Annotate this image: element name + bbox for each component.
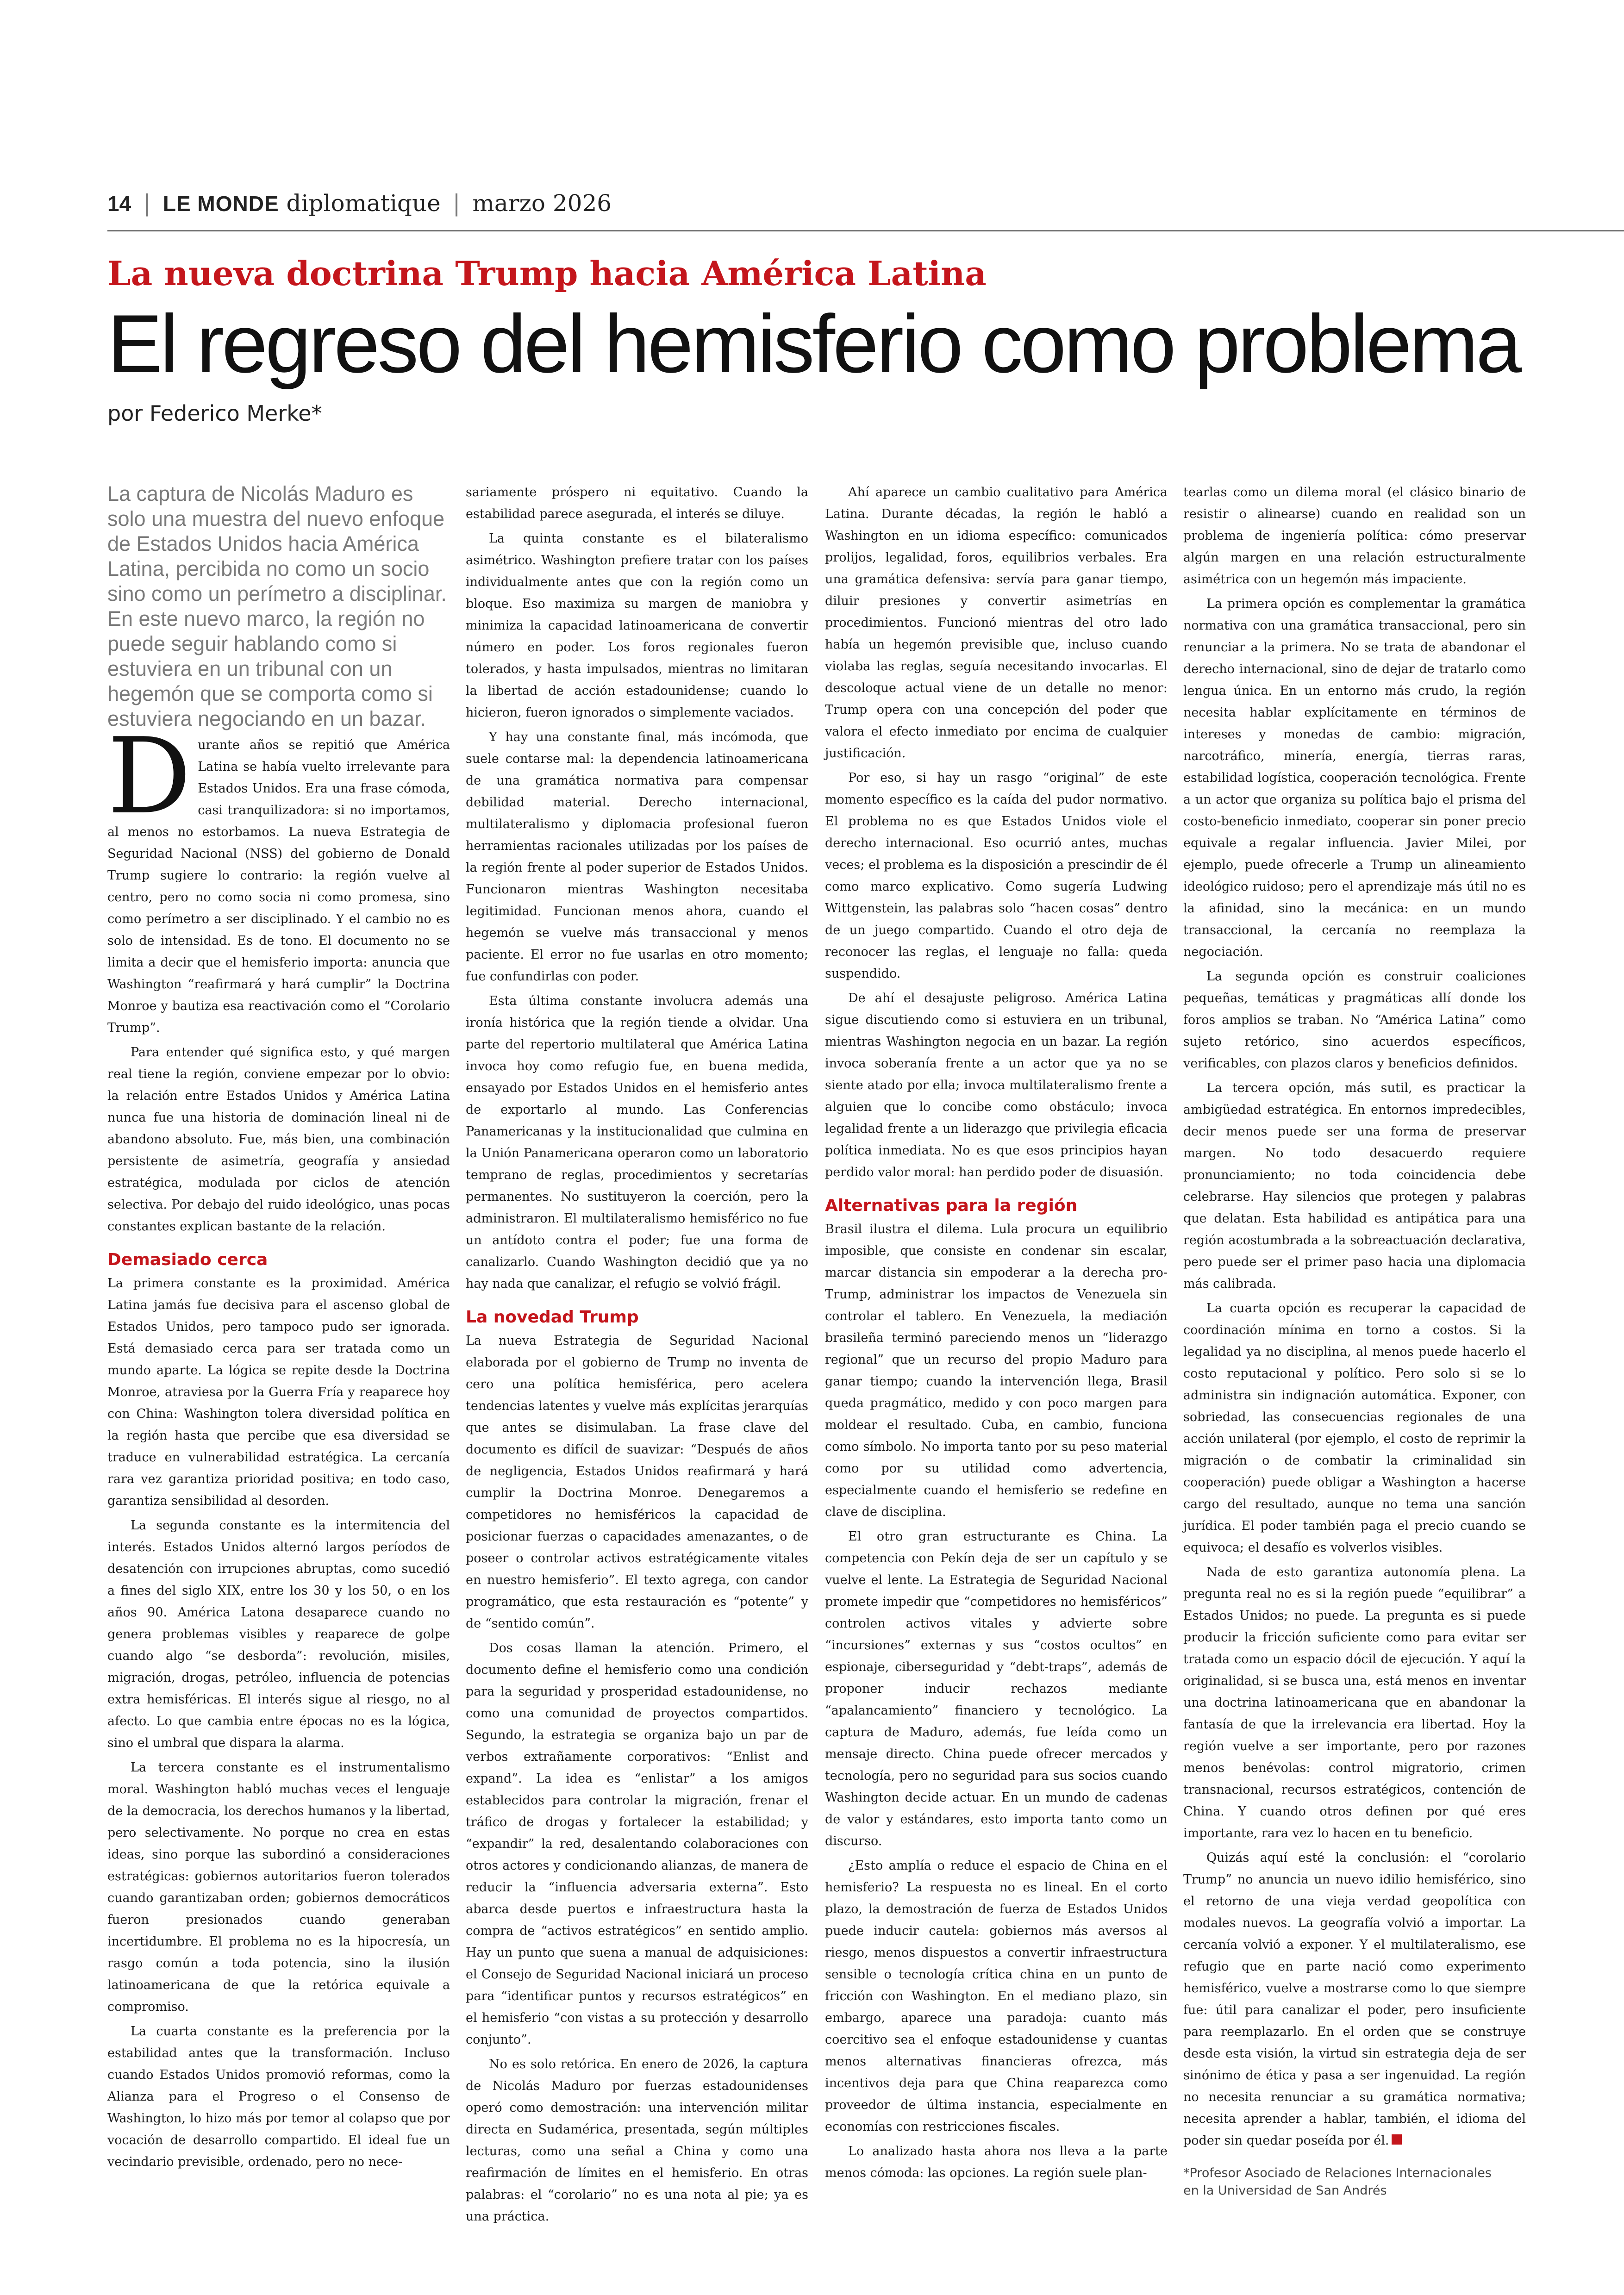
- article-kicker: La nueva doctrina Trump hacia América Latina: [107, 254, 987, 293]
- body-paragraph: La primera opción es complementar la gramática normativa con una gramática transaccional, pero sin renunciar a la primera. No se trata de abandonar el derecho internacional, sino de dejar de tratarlo como lengua única. En un entorno más crudo, la región necesita hablar explícitamente en términos de intereses y monedas de cambio: migración, narcotráfico, minería, energía, tierras raras, estabilidad logística, cooperación tecnológica. Frente a un actor que organiza su política bajo el prisma del costo-beneficio inmediato, cooperar sin poner precio equivale a regalar influencia. Javier Milei, por ejemplo, puede ofrecerle a Trump un alineamiento ideológico ruidoso; pero el aprendizaje más útil no es la afinidad, sino la mecánica: en un mundo transaccional, la cercanía no reemplaza la negociación.: [1183, 597, 1526, 959]
- subhead-la-novedad-trump: La novedad Trump: [466, 1308, 639, 1327]
- body-paragraph: Ahí aparece un cambio cualitativo para América Latina. Durante décadas, la región le habló a Washington en un idioma específico: comunicados prolijos, legalidad, foros, equilibrios verbales. Era una gramática defensiva: servía para ganar tiempo, diluir presiones y convertir asimetrías en procedimientos. Funcionó mientras del otro lado había un hegemón previsible que, incluso cuando violaba las reglas, seguía necesitando invocarlas. El descoloque actual viene de un detalle no menor: Trump opera con una concepción del poder que valora el efecto inmediato por encima de cualquier justificación.: [825, 485, 1168, 761]
- first-paragraph-text: urante años se repitió que América Latina se había vuelto irrelevante para Estados Unidos. Era una frase cómoda, casi tranquilizadora: si no importamos, al menos no estorbamos. La nueva Estrategia de Seguridad Nacional (NSS) del gobierno de Donald Trump sugiere lo contrario: la región vuelve al centro, pero no como socia ni como promesa, sino como perímetro a ser disciplinado. Y el cambio no es solo de intensidad. Es de tono. El documento no se limita a decir que el hemisferio importa: anuncia que Washington “reafirmará y hará cumplir” la Doctrina Monroe y bautiza esa reactivación como el “Corolario Trump”.: [107, 738, 450, 1035]
- article-column-1: [107, 481, 450, 2176]
- body-paragraph: El otro gran estructurante es China. La competencia con Pekín deja de ser un capítulo y se vuelve el lente. La Estrategia de Seguridad Nacional promete impedir que “competidores no hemisféricos” controlen activos vitales y advierte sobre “incursiones” externas y sus “costos ocultos” en espionaje, ciberseguridad y “debt-traps”, además de proponer inducir rechazos mediante “apalancamiento” financiero y tecnológico. La captura de Maduro, además, fue leída como un mensaje directo. China puede ofrecer mercados y tecnología, pero no seguridad para sus socios cuando Washington decide actuar. En un mundo de cadenas de valor y estándares, esto importa tanto como un discurso.: [825, 1529, 1168, 1848]
- issue-date: marzo 2026: [472, 190, 612, 217]
- body-paragraph: La primera constante es la proximidad. América Latina jamás fue decisiva para el ascenso global de Estados Unidos, pero tampoco pudo ser ignorada. Está demasiado cerca para ser tratada como un mundo aparte. La lógica se repite desde la Doctrina Monroe, atraviesa por la Guerra Fría y reaparece hoy con China: Washington tolera diversidad política en la región hasta que percibe que esa diversidad se traduce en vulnerabilidad estratégica. La cercanía rara vez garantiza prioridad positiva; en todo caso, garantiza sensibilidad al desorden.: [107, 1276, 450, 1508]
- body-paragraph: tearlas como un dilema moral (el clásico binario de resistir o alinearse) cuando en realidad son un problema de ingeniería política: cómo preservar algún margen en una relación estructuralmente asimétrica con un hegemón más impaciente.: [1183, 485, 1526, 586]
- body-paragraph: Por eso, si hay un rasgo “original” de este momento específico es la caída del pudor normativo. El problema no es que Estados Unidos viole el derecho internacional. Eso ocurrió antes, muchas veces; el problema es la disposición a prescindir de él como marco explicativo. Como sugería Ludwing Wittgenstein, las palabras solo “hacen cosas” dentro de un juego compartido. Cuando el otro deja de reconocer las reglas, el lenguaje no falla: queda suspendido.: [825, 771, 1168, 981]
- body-paragraph: La tercera opción, más sutil, es practicar la ambigüedad estratégica. En entornos impredecibles, decir menos puede ser una forma de preservar margen. No todo desacuerdo requiere pronunciamiento; no toda coincidencia debe celebrarse. Hay silencios que protegen y palabras que delatan. Esta habilidad es antipática para una región acostumbrada a la sobreactuación declarativa, pero puede ser el primer paso hacia una diplomacia más calibrada.: [1183, 1081, 1526, 1291]
- body-paragraph: Esta última constante involucra además una ironía histórica que la región tiende a olvidar. Una parte del repertorio multilateral que América Latina invoca hoy como refugio fue, en buena medida, ensayado por Estados Unidos en el hemisferio antes de exportarlo al mundo. Las Conferencias Panamericanas y la institucionalidad que culmina en la Unión Panamericana operaron como un laboratorio temprano de reglas, procedimientos y secretarías permanentes. No sustituyeron la coerción, pero la administraron. El multilateralismo hemisférico no fue un antídoto contra el poder; fue una forma de canalizarlo. Cuando Washington decidió que ya no hay nada que canalizar, el refugio se volvió frágil.: [466, 994, 808, 1291]
- body-paragraph: La nueva Estrategia de Seguridad Nacional elaborada por el gobierno de Trump no inventa de cero una política hemisférica, pero acelera tendencias latentes y vuelve más explícitas jerarquías que antes se disimulaban. La frase clave del documento es difícil de suavizar: “Después de años de negligencia, Estados Unidos reafirmará y hará cumplir la Doctrina Monroe. Denegaremos a competidores no hemisféricos la capacidad de posicionar fuerzas o capacidades amenazantes, o de poseer o controlar activos estratégicamente vitales en nuestro hemisferio”. El texto agrega, con candor programático, que esta restauración es “potente” y de “sentido común”.: [466, 1334, 808, 1631]
- article-column-2: [466, 481, 808, 2230]
- body-paragraph: Para entender qué significa esto, y qué margen real tiene la región, conviene empezar por lo obvio: la relación entre Estados Unidos y América Latina nunca fue una historia de dominación lineal ni de abandono absoluto. Fue, más bien, una combinación persistente de asimetría, geografía y ansiedad estratégica, modulada por ciclos de atención selectiva. Por debajo del ruido ideológico, unas pocas constantes explican bastante de la relación.: [107, 1045, 450, 1234]
- publication-suffix: diplomatique: [286, 190, 441, 217]
- body-paragraph: Nada de esto garantiza autonomía plena. La pregunta real no es si la región puede “equilibrar” a Estados Unidos; no puede. La pregunta es si puede producir la fricción suficiente como para evitar ser tratada como un espacio dócil de ejecución. Y aquí la originalidad, si se busca una, está menos en inventar una doctrina latinoamericana que en abandonar la fantasía de que la irrelevancia era libertad. Hoy la región vuelve a ser importante, pero por razones menos benévolas: control migratorio, crimen transnacional, recursos estratégicos, contención de China. Y cuando otros definen por qué eres importante, rara vez lo hacen en tu beneficio.: [1183, 1565, 1526, 1840]
- folio-separator-2: |: [452, 190, 461, 217]
- closing-paragraph-text: Quizás aquí esté la conclusión: el “corolario Trump” no anuncia un nuevo idilio hemisférico, sino el retorno de una vieja verdad geopolítica con modales nuevos. La geografía volvió a importar. La cercanía volvió a exponer. Y el multilateralismo, ese refugio que en parte nació como experimento hemisférico, vuelve a mostrarse como lo que siempre fue: útil para canalizar el poder, pero insuficiente para reemplazarlo. En el orden que se construye desde esta visión, la virtud sin estrategia deja de ser sinónimo de ética y pasa a ser ingenuidad. La región no necesita renunciar a su gramática normativa; necesita aprender a hablar, también, el idioma del poder sin quedar poseída por él.: [1183, 1851, 1526, 2148]
- end-mark-icon: [1392, 2134, 1402, 2145]
- body-paragraph: No es solo retórica. En enero de 2026, la captura de Nicolás Maduro por fuerzas estadounidenses operó como demostración: una intervención militar directa en Sudamérica, presentada, según múltiples lecturas, como una señal a China y como una reafirmación de límites en el hemisferio. En otras palabras: el “corolario” no es una nota al pie; ya es una práctica.: [466, 2057, 808, 2224]
- body-paragraph: La segunda opción es construir coaliciones pequeñas, temáticas y pragmáticas allí donde los foros amplios se traban. No “América Latina” como sujeto retórico, sino acuerdos específicos, verificables, con plazos claros y beneficios definidos.: [1183, 969, 1526, 1071]
- body-paragraph: La quinta constante es el bilateralismo asimétrico. Washington prefiere tratar con los países individualmente antes que con la región como un bloque. Eso maximiza su margen de maniobra y minimiza la capacidad latinoamericana de convertir número en poder. Los foros regionales fueron tolerados, y hasta impulsados, mientras no limitaran la libertad de acción estadounidense; cuando lo hicieron, fueron ignorados o simplemente vaciados.: [466, 531, 808, 720]
- body-paragraph: sariamente próspero ni equitativo. Cuando la estabilidad parece asegurada, el interés se diluye.: [466, 485, 808, 521]
- body-paragraph: ¿Esto amplía o reduce el espacio de China en el hemisferio? La respuesta no es lineal. En el corto plazo, la demostración de fuerza de Estados Unidos puede inducir cautela: gobiernos más aversos al riesgo, menos dispuestos a convertir infraestructura sensible o tecnología crítica china en un punto de fricción con Washington. En el mediano plazo, sin embargo, aparece una paradoja: cuanto más coercitivo sea el enfoque estadounidense y cuantas menos alternativas financieras ofrezca, más incentivos deja para que China reaparezca como proveedor de última instancia, especialmente en economías con restricciones fiscales.: [825, 1858, 1168, 2134]
- author-footnote: [1183, 2164, 1526, 2200]
- first-paragraph: [107, 716, 450, 1039]
- body-paragraph: Y hay una constante final, más incómoda, que suele contarse mal: la dependencia latinoamericana de una gramática normativa para compensar debilidad material. Derecho internacional, multilateralismo y diplomacia profesional fueron herramientas racionales utilizadas por los países de la región frente al poder superior de Estados Unidos. Funcionaron mientras Washington necesitaba legitimidad. Funcionan menos ahora, cuando el hegemón se vuelve más transaccional y menos paciente. El error no fue usarlas en otro momento; fue confundirlas con poder.: [466, 730, 808, 984]
- body-paragraph: La segunda constante es la intermitencia del interés. Estados Unidos alternó largos períodos de desatención con irrupciones abruptas, como sucedió a fines del siglo XIX, entre los 30 y los 50, o en los años 90. América Latona desaparece cuando no genera problemas visibles y reaparece de golpe cuando algo “se desborda”: revolución, misiles, migración, drogas, petróleo, influencia de potencias extra hemisféricas. El interés sigue al riesgo, no al afecto. Lo que cambia entre épocas no es la lógica, sino el umbral que dispara la alarma.: [107, 1518, 450, 1750]
- body-paragraph: La tercera constante es el instrumentalismo moral. Washington habló muchas veces el lenguaje de la democracia, los derechos humanos y la libertad, pero selectivamente. No porque no crea en estas ideas, sino porque las subordinó a consideraciones estratégicas: gobiernos autoritarios fueron tolerados cuando garantizaban orden; gobiernos democráticos fueron presionados cuando generaban incertidumbre. El problema no es la hipocresía, un rasgo común a toda potencia, sino la ilusión latinoamericana de que la retórica equivale a compromiso.: [107, 1760, 450, 2014]
- article-byline: por Federico Merke*: [107, 401, 322, 426]
- article-title: El regreso del hemisferio como problema: [107, 298, 1520, 390]
- body-paragraph: De ahí el desajuste peligroso. América Latina sigue discutiendo como si estuviera en un tribunal, mientras Washington negocia en un bazar. La región invoca soberanía frente a un actor que ya no se siente atado por ella; invoca multilateralismo frente a alguien que lo concibe como obstáculo; invoca legalidad frente a un liderazgo que privilegia eficacia política inmediata. No es que esos principios hayan perdido valor moral: han perdido poder de disuasión.: [825, 991, 1168, 1179]
- body-paragraph: La cuarta constante es la preferencia por la estabilidad antes que la transformación. Incluso cuando Estados Unidos promovió reformas, como la Alianza para el Progreso o el Consenso de Washington, lo hizo más por temor al colapso que por vocación de desarrollo compartido. El ideal fue un vecindario previsible, ordenado, pero no nece-: [107, 2024, 450, 2169]
- subhead-alternativas: Alternativas para la región: [825, 1196, 1078, 1215]
- article-lede: La captura de Nicolás Maduro es solo una muestra del nuevo enfoque de Estados Unidos hacia América Latina, percibida no como un socio sino como un perímetro a disciplinar. En este nuevo marco, la región no puede seguir hablando como si estuviera en un tribunal con un hegemón que se comporta como si estuviera negociando en un bazar.: [107, 482, 447, 730]
- footnote-line-1: *Profesor Asociado de Relaciones Internacionales: [1183, 2166, 1492, 2180]
- folio-separator: |: [143, 190, 151, 217]
- article-column-4: [1183, 481, 1526, 2200]
- body-paragraph: Dos cosas llaman la atención. Primero, el documento define el hemisferio como una condición para la seguridad y prosperidad estadounidense, no como una comunidad de proyectos compartidos. Segundo, la estrategia se organiza bajo un par de verbos extrañamente corporativos: “Enlist and expand”. La idea es “enlistar” a los amigos establecidos para controlar la migración, frenar el tráfico de drogas y fortalecer la estabilidad; y “expandir” la red, desalentando colaboraciones con otros actores y condicionando alianzas, de manera de reducir la “influencia adversaria externa”. Esto abarca desde puertos e infraestructura hasta la compra de “activos estratégicos” en sentido amplio. Hay un punto que suena a manual de adquisiciones: el Consejo de Seguridad Nacional iniciará un proceso para “identificar puntos y recursos estratégicos” en el hemisferio “con vistas a su protección y desarrollo conjunto”.: [466, 1641, 808, 2047]
- body-paragraph: Lo analizado hasta ahora nos lleva a la parte menos cómoda: las opciones. La región suele plan-: [825, 2144, 1168, 2180]
- body-paragraph: La cuarta opción es recuperar la capacidad de coordinación mínima en torno a costos. Si la legalidad ya no disciplina, al menos puede hacerlo el costo reputacional y político. Pero solo si se lo administra sin indignación automática. Exponer, con sobriedad, las consecuencias regionales de una acción unilateral (por ejemplo, el costo de reprimir la migración o de combatir la criminalidad sin cooperación) puede obligar a Washington a hacerse cargo del resultado, aunque no tema una sanción jurídica. El poder también paga el precio cuando se equivoca; el desafío es volverlos visibles.: [1183, 1301, 1526, 1555]
- footnote-line-2: en la Universidad de San Andrés: [1183, 2183, 1387, 2198]
- body-paragraph: Brasil ilustra el dilema. Lula procura un equilibrio imposible, que consiste en condenar sin escalar, marcar distancia sin empoderar a la derecha pro-Trump, administrar los impactos de Venezuela sin controlar el tablero. En Venezuela, la mediación brasileña terminó pareciendo menos un “liderazgo regional” que un recurso del propio Maduro para ganar tiempo; cuando la intervención llega, Brasil queda pragmático, medido y con poco margen para moldear el resultado. Cuba, en cambio, funciona como símbolo. No importa tanto por su peso material como por su utilidad como advertencia, especialmente cuando el hemisferio se redefine en clave de disciplina.: [825, 1222, 1168, 1519]
- header-rule: [107, 230, 1624, 231]
- subhead-demasiado-cerca: Demasiado cerca: [107, 1250, 268, 1269]
- drop-cap: D: [107, 716, 192, 837]
- page-number: 14: [107, 192, 131, 216]
- article-column-3: [825, 481, 1168, 2187]
- page-folio: [107, 190, 612, 217]
- closing-paragraph: [1183, 1847, 1526, 2152]
- publication-name: LE MONDE: [162, 192, 279, 216]
